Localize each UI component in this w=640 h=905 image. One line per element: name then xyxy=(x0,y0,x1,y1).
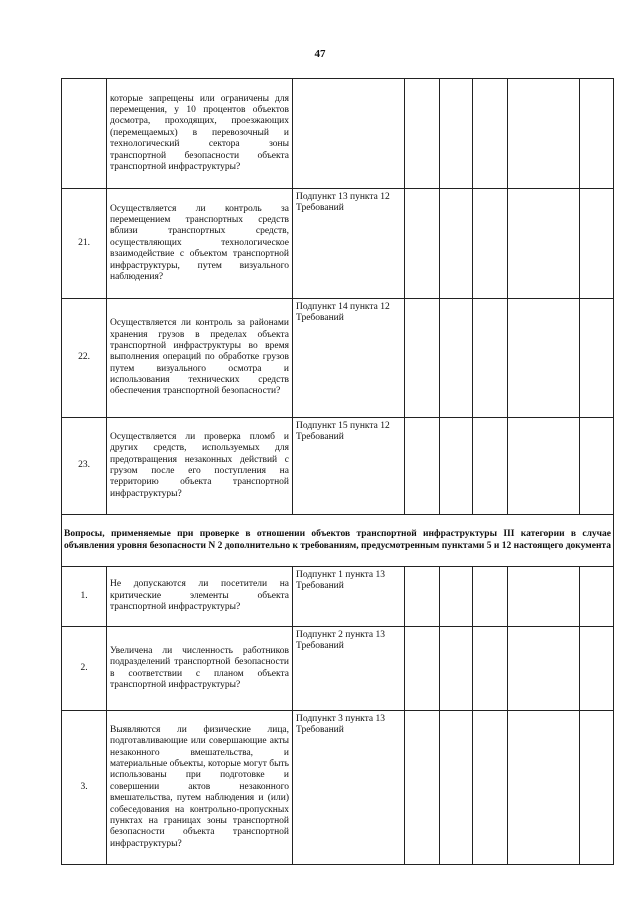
answer-cell-note xyxy=(508,79,580,189)
row-number: 3. xyxy=(62,711,107,865)
answer-cell-note xyxy=(508,299,580,418)
answer-cell-no xyxy=(440,418,473,515)
table-row xyxy=(62,711,614,865)
answer-cell-note xyxy=(508,189,580,299)
section-heading: Вопросы, применяемые при проверке в отношении объектов транспортной инфраструктуры III категории в случае объявления уровня безопасности N 2 дополнительно к требованиям, предусмотренным пунктами 5 и 12 настоящего документа xyxy=(62,515,614,567)
requirement-reference: Подпункт 1 пункта 13 Требований xyxy=(293,567,405,627)
answer-cell-yes xyxy=(405,79,440,189)
answer-cell-note xyxy=(508,418,580,515)
table-row xyxy=(62,418,614,515)
answer-cell-extra xyxy=(580,627,614,711)
answer-cell-yes xyxy=(405,567,440,627)
requirement-reference: Подпункт 3 пункта 13 Требований xyxy=(293,711,405,865)
row-number: 21. xyxy=(62,189,107,299)
answer-cell-extra xyxy=(580,299,614,418)
answer-cell-note xyxy=(508,627,580,711)
answer-cell-note xyxy=(508,711,580,865)
answer-cell-no xyxy=(440,567,473,627)
question-text: Выявляются ли физические лица, подготавливающие или совершающие акты незаконного вмешательства, и материальные объекты, которые могут быть использованы при подготовке и совершении актов незаконного вмешательства, путем наблюдения и (или) собеседования на контрольно-пропускных пунктах на границах зоны транспортной безопасности объекта транспортной инфраструктуры? xyxy=(107,711,293,865)
row-number: 1. xyxy=(62,567,107,627)
question-text: Не допускаются ли посетители на критические элементы объекта транспортной инфраструктуры? xyxy=(107,567,293,627)
section-heading-row xyxy=(62,515,614,567)
question-text: Увеличена ли численность работников подразделений транспортной безопасности в соответствии с планом объекта транспортной инфраструктуры? xyxy=(107,627,293,711)
answer-cell-no xyxy=(440,189,473,299)
answer-cell-no xyxy=(440,79,473,189)
answer-cell-yes xyxy=(405,418,440,515)
question-text: Осуществляется ли контроль за перемещением транспортных средств вблизи транспортных средств, осуществляющих технологическое взаимодействие с объектом транспортной инфраструктуры, путем визуального наблюдения? xyxy=(107,189,293,299)
answer-cell-yes xyxy=(405,299,440,418)
row-number: 23. xyxy=(62,418,107,515)
requirement-reference xyxy=(293,79,405,189)
requirement-reference: Подпункт 14 пункта 12 Требований xyxy=(293,299,405,418)
answer-cell-na xyxy=(473,189,508,299)
requirement-reference: Подпункт 15 пункта 12 Требований xyxy=(293,418,405,515)
table-row xyxy=(62,189,614,299)
answer-cell-no xyxy=(440,627,473,711)
requirement-reference: Подпункт 13 пункта 12 Требований xyxy=(293,189,405,299)
answer-cell-na xyxy=(473,79,508,189)
page-number: 47 xyxy=(314,48,326,60)
answer-cell-yes xyxy=(405,627,440,711)
answer-cell-na xyxy=(473,711,508,865)
row-number xyxy=(62,79,107,189)
table-row xyxy=(62,79,614,189)
answer-cell-extra xyxy=(580,189,614,299)
answer-cell-extra xyxy=(580,711,614,865)
requirement-reference: Подпункт 2 пункта 13 Требований xyxy=(293,627,405,711)
answer-cell-no xyxy=(440,711,473,865)
question-text: Осуществляется ли проверка пломб и других средств, используемых для предотвращения незаконных действий с грузом после его поступления на территорию объекта транспортной инфраструктуры? xyxy=(107,418,293,515)
row-number: 22. xyxy=(62,299,107,418)
answer-cell-extra xyxy=(580,567,614,627)
row-number: 2. xyxy=(62,627,107,711)
table-row xyxy=(62,567,614,627)
answer-cell-na xyxy=(473,299,508,418)
checklist-table xyxy=(61,78,614,865)
answer-cell-na xyxy=(473,418,508,515)
question-text: Осуществляется ли контроль за районами хранения грузов в пределах объекта транспортной инфраструктуры во время выполнения операций по обработке грузов путем визуального осмотра и использования технических средств обеспечения транспортной безопасности? xyxy=(107,299,293,418)
answer-cell-note xyxy=(508,567,580,627)
answer-cell-yes xyxy=(405,711,440,865)
answer-cell-na xyxy=(473,627,508,711)
table-row xyxy=(62,299,614,418)
answer-cell-extra xyxy=(580,418,614,515)
answer-cell-no xyxy=(440,299,473,418)
table-row xyxy=(62,627,614,711)
answer-cell-yes xyxy=(405,189,440,299)
question-text: которые запрещены или ограничены для перемещения, у 10 процентов объектов досмотра, проходящих, проезжающих (перемещаемых) в перевозочный и технологический сектора зоны транспортной безопасности объекта транспортной инфраструктуры? xyxy=(107,79,293,189)
answer-cell-na xyxy=(473,567,508,627)
answer-cell-extra xyxy=(580,79,614,189)
